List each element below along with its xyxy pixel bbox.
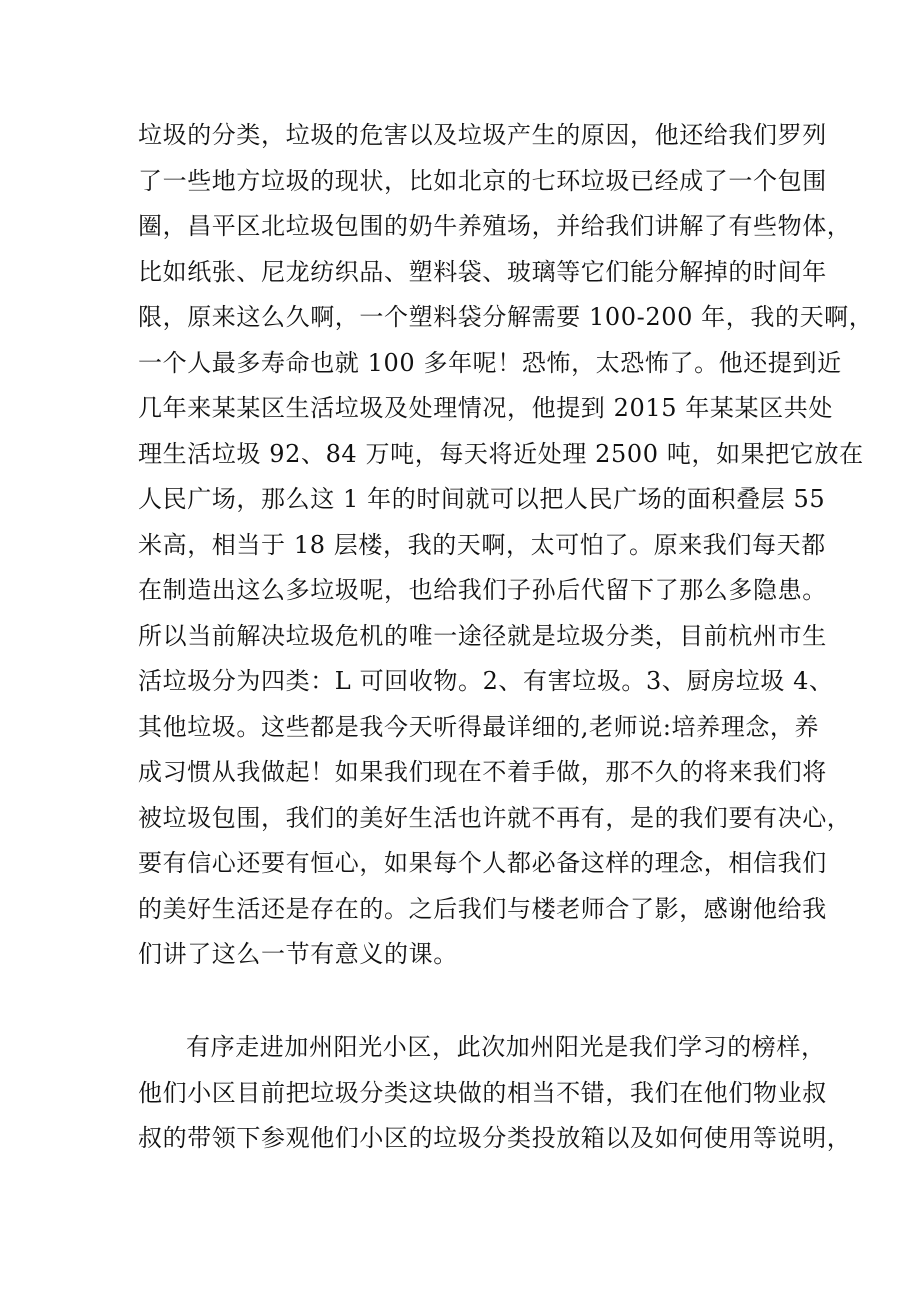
text-line: 限，原来这么久啊，一个塑料袋分解需要 100-200 年，我的天啊， bbox=[138, 303, 874, 331]
text-line: 垃圾的分类，垃圾的危害以及垃圾产生的原因，他还给我们罗列 bbox=[138, 121, 827, 149]
text-line: 几年来某某区生活垃圾及处理情况，他提到 2015 年某某区共处 bbox=[138, 394, 833, 422]
text-line: 的美好生活还是存在的。之后我们与楼老师合了影，感谢他给我 bbox=[138, 894, 827, 923]
text-line: 活垃圾分为四类：L 可回收物。2、有害垃圾。3、厨房垃圾 4、 bbox=[138, 667, 834, 695]
text-line: 成习惯从我做起！如果我们现在不着手做，那不久的将来我们将 bbox=[138, 758, 827, 786]
text-line: 其他垃圾。这些都是我今天听得最详细的,老师说:培养理念，养 bbox=[138, 712, 820, 741]
paragraph-1 bbox=[138, 113, 874, 978]
text-line: 叔的带领下参观他们小区的垃圾分类投放箱以及如何使用等说明， bbox=[138, 1124, 852, 1152]
text-line: 们讲了这么一节有意义的课。 bbox=[138, 940, 458, 968]
text-line: 被垃圾包围，我们的美好生活也许就不再有，是的我们要有决心， bbox=[138, 803, 852, 832]
text-line: 人民广场，那么这 1 年的时间就可以把人民广场的面积叠层 55 bbox=[138, 485, 826, 513]
text-line: 所以当前解决垃圾危机的唯一途径就是垃圾分类，目前杭州市生 bbox=[138, 621, 827, 650]
text-line: 了一些地方垃圾的现状，比如北京的七环垃圾已经成了一个包围 bbox=[138, 166, 827, 195]
text-line: 他们小区目前把垃圾分类这块做的相当不错，我们在他们物业叔 bbox=[138, 1078, 827, 1107]
paragraph-2 bbox=[138, 1025, 852, 1162]
text-line: 米高，相当于 18 层楼，我的天啊，太可怕了。原来我们每天都 bbox=[138, 530, 826, 559]
text-line: 有序走进加州阳光小区，此次加州阳光是我们学习的榜样， bbox=[186, 1033, 826, 1061]
text-line: 要有信心还要有恒心，如果每个人都必备这样的理念，相信我们 bbox=[138, 849, 827, 877]
text-line: 一个人最多寿命也就 100 多年呢！恐怖，太恐怖了。他还提到近 bbox=[138, 348, 842, 377]
text-line: 圈，昌平区北垃圾包围的奶牛养殖场，并给我们讲解了有些物体， bbox=[138, 212, 852, 240]
text-line: 理生活垃圾 92、84 万吨，每天将近处理 2500 吨，如果把它放在 bbox=[138, 439, 864, 468]
text-line: 在制造出这么多垃圾呢，也给我们子孙后代留下了那么多隐患。 bbox=[138, 576, 827, 604]
text-line: 比如纸张、尼龙纺织品、塑料袋、玻璃等它们能分解掉的时间年 bbox=[138, 257, 827, 286]
